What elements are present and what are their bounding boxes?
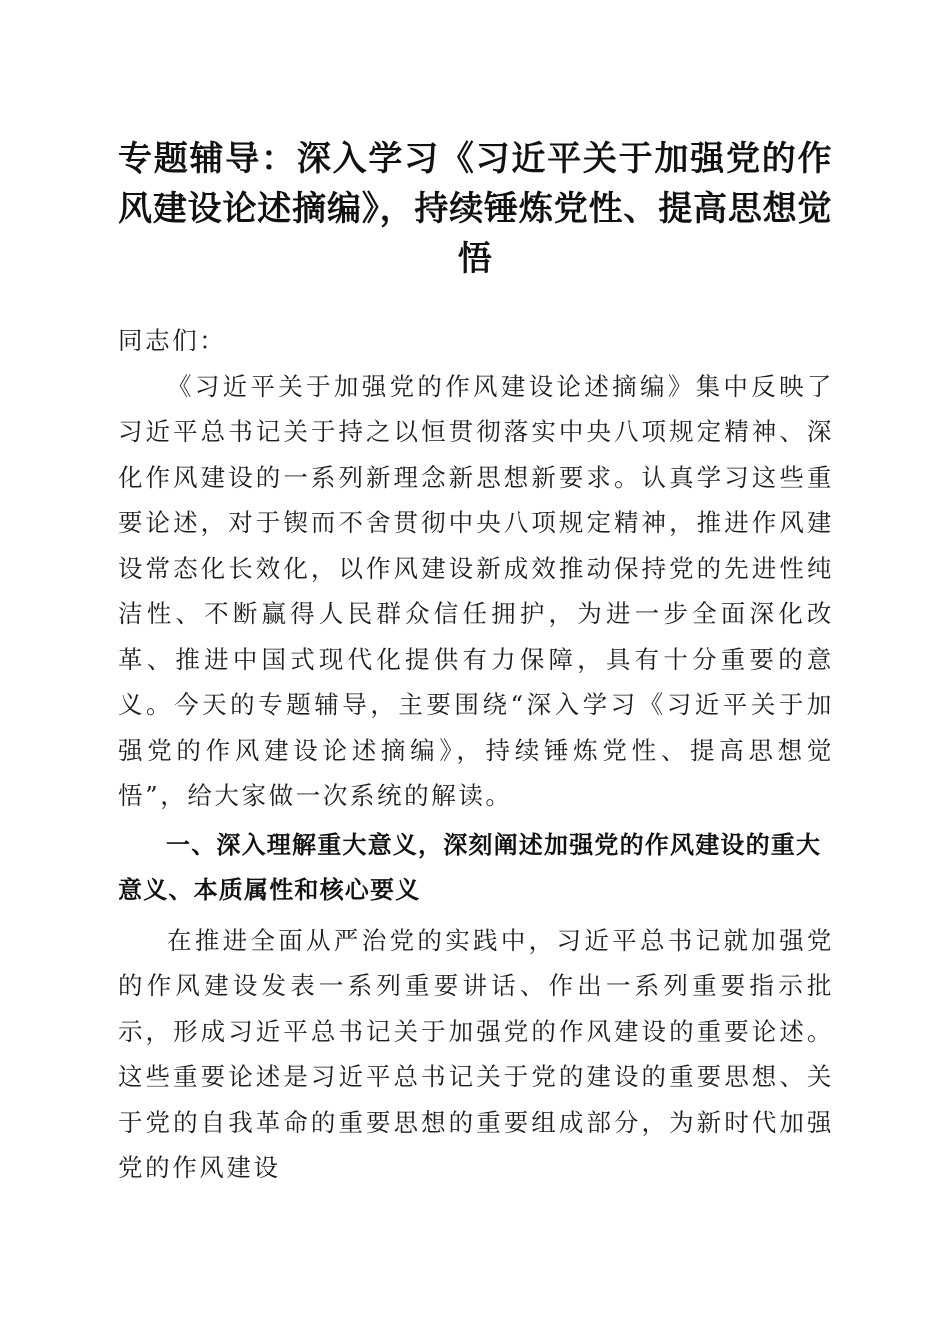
section-heading-1: 一、深入理解重大意义，深刻阐述加强党的作风建设的重大意义、本质属性和核心要义 — [118, 830, 822, 904]
document-body — [118, 318, 834, 1191]
intro-paragraph: 《习近平关于加强党的作风建设论述摘编》集中反映了习近平总书记关于持之以恒贯彻落实中央八项规定精神、深化作风建设的一系列新理念新思想新要求。认真学习这些重要论述，对于锲而不舍贯彻中央八项规定精神，推进作风建设常态化长效化，以作风建设新成效推动保持党的先进性纯洁性、不断赢得人民群众信任拥护，为进一步全面深化改革、推进中国式现代化提供有力保障，具有十分重要的意义。今天的专题辅导，主要围绕“深入学习《习近平关于加强党的作风建设论述摘编》，持续锤炼党性、提高思想觉悟”，给大家做一次系统的解读。 — [118, 371, 834, 810]
salutation: 同志们： — [118, 326, 227, 355]
section-1-paragraph: 在推进全面从严治党的实践中，习近平总书记就加强党的作风建设发表一系列重要讲话、作出一系列重要指示批示，形成习近平总书记关于加强党的作风建设的重要论述。这些重要论述是习近平总书记关于党的建设的重要思想、关于党的自我革命的重要思想的重要组成部分，为新时代加强党的作风建设 — [118, 925, 834, 1182]
document-title: 专题辅导：深入学习《习近平关于加强党的作风建设论述摘编》，持续锤炼党性、提高思想觉悟 — [118, 139, 832, 279]
